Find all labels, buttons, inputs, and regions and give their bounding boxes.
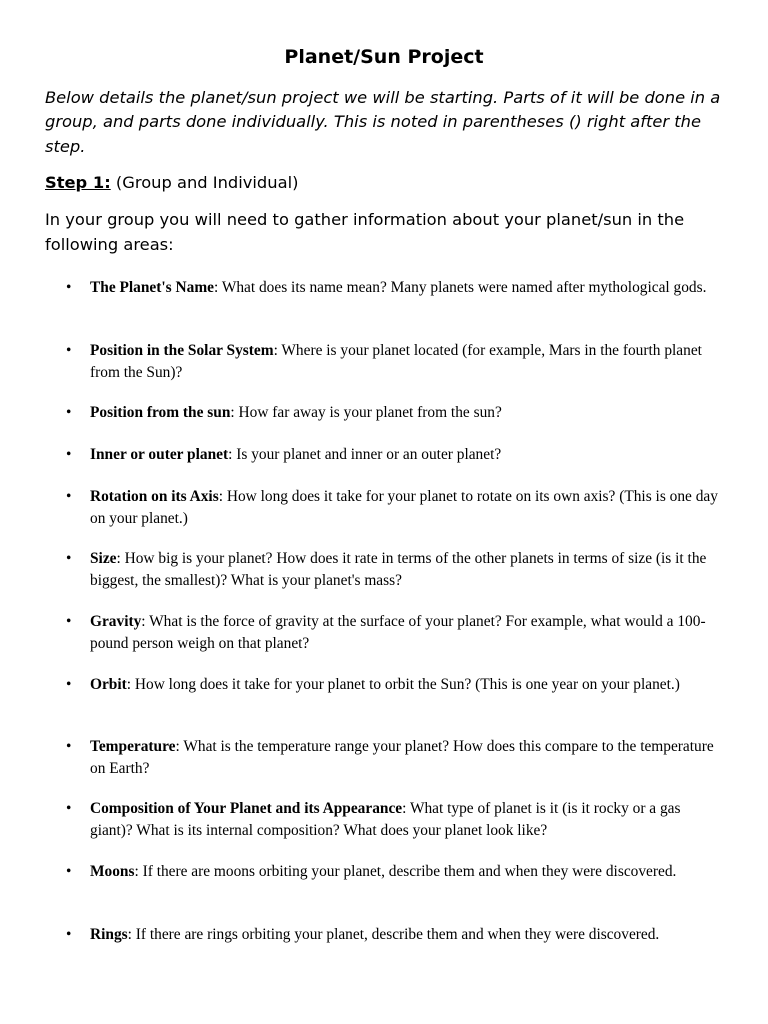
- list-item-description: : If there are moons orbiting your planet, describe them and when they were discovered.: [134, 863, 677, 880]
- bullet-icon: •: [66, 800, 72, 817]
- list-item-term: Orbit: [90, 676, 127, 693]
- bullet-icon: •: [66, 279, 72, 296]
- list-item-description: : How big is your planet? How does it rate in terms of the other planets in terms of size (is it the biggest, the smallest)? What is your planet's mass?: [90, 550, 707, 589]
- list-item-term: Gravity: [90, 613, 142, 630]
- list-item-term: Rings: [90, 926, 128, 943]
- list-item-text: [90, 798, 722, 842]
- list-item-term: Position in the Solar System: [90, 342, 274, 359]
- list-item-text: [90, 402, 722, 424]
- list-item-term: Moons: [90, 863, 135, 880]
- bullet-icon: •: [66, 342, 72, 359]
- list-item-term: Inner or outer planet: [90, 446, 229, 463]
- bullet-icon: •: [66, 676, 72, 693]
- document-title: Planet/Sun Project: [284, 46, 484, 68]
- bullet-icon: •: [66, 926, 72, 943]
- list-item-term: The Planet's Name: [90, 279, 214, 296]
- list-item-description: : What does its name mean? Many planets were named after mythological gods.: [213, 279, 707, 296]
- bullet-icon: •: [66, 404, 72, 421]
- list-item-description: : Is your planet and inner or an outer planet?: [228, 446, 502, 463]
- step-note: (Group and Individual): [110, 173, 299, 192]
- gather-paragraph: In your group you will need to gather information about your planet/sun in the following areas:: [45, 210, 685, 254]
- list-item-text: [90, 444, 722, 466]
- list-item-term: Size: [90, 550, 117, 567]
- list-item-term: Position from the sun: [90, 404, 231, 421]
- list-item-description: : How long does it take for your planet to rotate on its own axis? (This is one day on your planet.): [90, 488, 718, 527]
- list-item-term: Composition of Your Planet and its Appearance: [90, 800, 403, 817]
- list-item-term: Rotation on its Axis: [90, 488, 219, 505]
- list-item-description: : What is the temperature range your planet? How does this compare to the temperature on Earth?: [90, 738, 714, 777]
- list-item-text: [90, 340, 722, 384]
- bullet-icon: •: [66, 446, 72, 463]
- list-item-description: : What is the force of gravity at the surface of your planet? For example, what would a 100-pound person weigh on that planet?: [90, 613, 706, 652]
- list-item-description: : How far away is your planet from the sun?: [230, 404, 502, 421]
- list-item-description: : If there are rings orbiting your planet, describe them and when they were discovered.: [127, 926, 660, 943]
- bullet-icon: •: [66, 550, 72, 567]
- list-item-description: : How long does it take for your planet to orbit the Sun? (This is one year on your planet.): [126, 676, 680, 693]
- list-item-term: Temperature: [90, 738, 176, 755]
- list-item-text: [90, 486, 722, 530]
- list-item-description: : Where is your planet located (for example, Mars in the fourth planet from the Sun)?: [90, 342, 702, 381]
- list-item-text: [90, 611, 722, 655]
- intro-paragraph: Below details the planet/sun project we will be starting. Parts of it will be done in a group, and parts done individually. This is noted in parentheses () right after the step.: [45, 88, 721, 156]
- bullet-icon: •: [66, 613, 72, 630]
- bullet-icon: •: [66, 738, 72, 755]
- list-item-text: [90, 548, 722, 592]
- list-item-text: [90, 736, 722, 780]
- list-item-text: [90, 674, 722, 696]
- list-item-text: [90, 277, 722, 299]
- bullet-icon: •: [66, 488, 72, 505]
- list-item-description: : What type of planet is it (is it rocky or a gas giant)? What is its internal composition? What does your planet look like?: [90, 800, 681, 839]
- step-label: Step 1:: [45, 173, 111, 192]
- list-item-text: [90, 861, 722, 883]
- list-item-text: [90, 924, 722, 946]
- step-heading: [45, 171, 735, 195]
- bullet-icon: •: [66, 863, 72, 880]
